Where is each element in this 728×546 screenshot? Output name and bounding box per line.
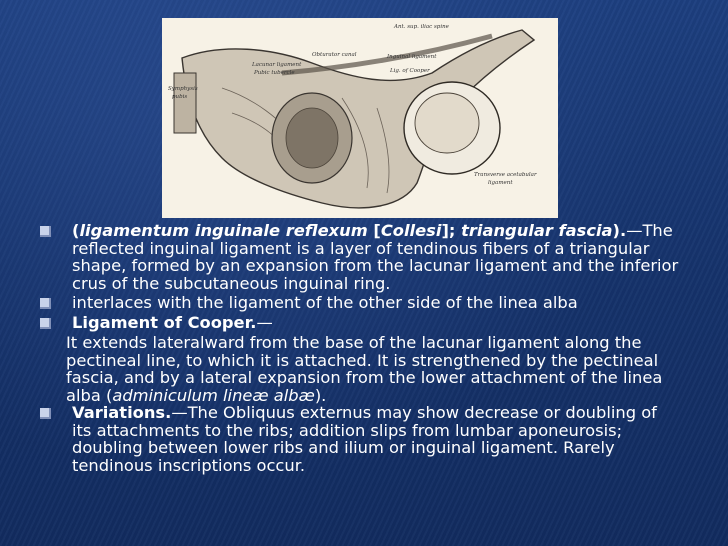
label-pubic-tubercle: Pubic tubercle (254, 70, 295, 76)
label-ant-sup-iliac-spine: Ant. sup. iliac spine (394, 24, 449, 30)
square-bullet-icon (40, 318, 51, 329)
bullet-item-ligament-of-cooper: Ligament of Cooper.— (40, 314, 680, 332)
bullet-item-variations (40, 404, 680, 474)
term-collesi: Collesi (380, 221, 442, 240)
label-lacunar-ligament: Lacunar ligament (252, 62, 302, 68)
label-lig-of-cooper: Lig. of Cooper (390, 68, 430, 74)
slide-body (40, 222, 680, 474)
pelvic-ligaments-illustration (162, 18, 558, 218)
variations-title: Variations. (72, 403, 172, 422)
label-transverse-acetabular-1: Transverse acetabular (474, 172, 537, 178)
bullet-text: —The Obliquus externus may show decrease or doubling of its attachments to the ribs; addition slips from lumbar aponeurosis; doubling between lower ribs and ilium or inguinal ligament. Rarely tendinous inscriptions occur. (72, 403, 657, 475)
square-bullet-icon (40, 408, 51, 419)
bullet-text: interlaces with the ligament of the other side of the linea alba (72, 293, 578, 312)
square-bullet-icon (40, 298, 51, 309)
term-ligamentum-inguinale-reflexum: ligamentum inguinale reflexum (79, 221, 368, 240)
label-transverse-acetabular-2: ligament (488, 180, 513, 186)
bullet-item-reflected-ligament: (ligamentum inguinale reflexum [Collesi]; triangular fascia).—The reflected inguinal ligament is a layer of tendinous fibers of a triangular shape, formed by an expansion from the lacunar ligament and the inferior crus of the subcutaneous inguinal ring. (40, 222, 680, 292)
ligament-of-cooper-description: It extends lateralward from the base of the lacunar ligament along the pectineal line, to which it is attached. It is strengthened by the pectineal fascia, and by a lateral expansion from the lower attachment of the linea alba (adminiculum lineæ albæ). (66, 333, 663, 405)
label-inguinal-ligament: Inguinal ligament (387, 54, 437, 60)
term-adminiculum: adminiculum lineæ albæ (112, 385, 315, 405)
bullet-item-interlaces (40, 294, 680, 312)
label-symphysis-pubis-2: pubis (172, 94, 188, 100)
anatomy-figure (162, 18, 558, 218)
term-triangular-fascia: triangular fascia (461, 221, 613, 240)
bullet-text: —The reflected inguinal ligament is a layer of tendinous fibers of a triangular shape, formed by an expansion from the lacunar ligament and the inferior crus of the subcutaneous inguinal ring. (72, 221, 679, 293)
label-obturator-canal: Obturator canal (312, 52, 357, 58)
square-bullet-icon (40, 226, 51, 237)
label-symphysis-pubis-1: Symphysis (168, 86, 198, 92)
ligament-of-cooper-title: Ligament of Cooper. (72, 312, 257, 332)
